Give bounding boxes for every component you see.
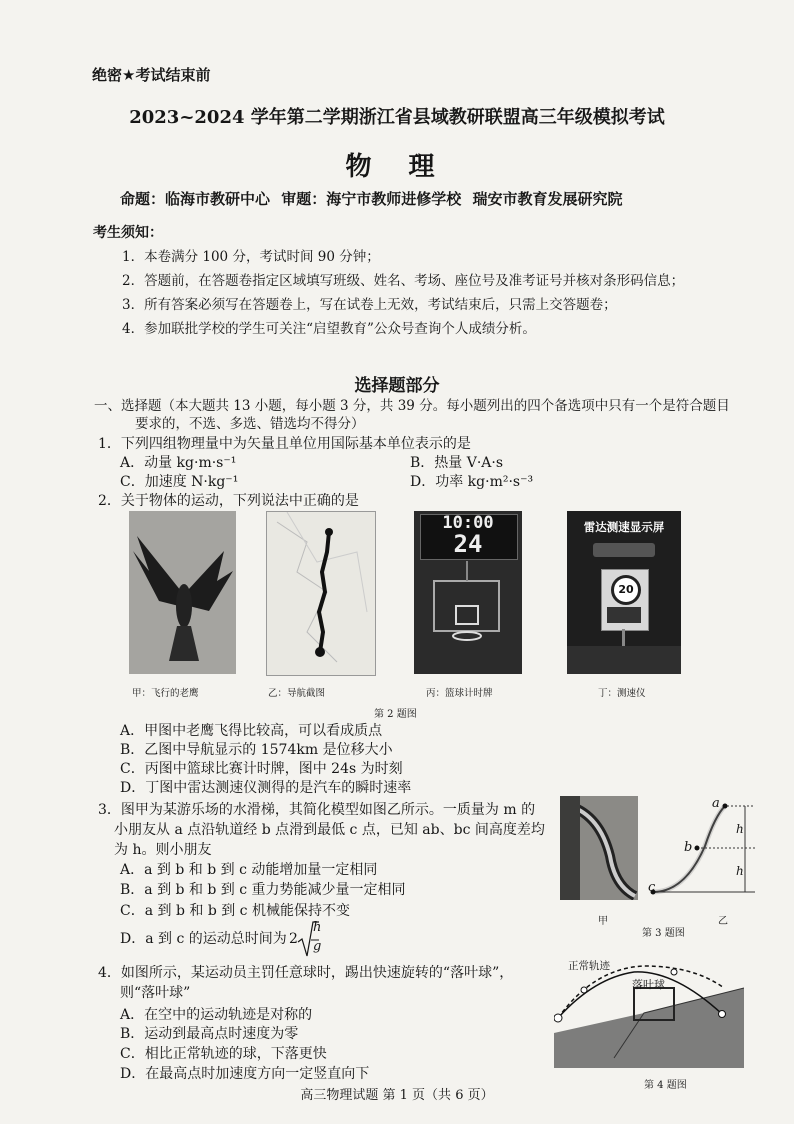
basketball-timer-photo [414,511,522,674]
q3-fig-label-jia: 甲 [598,916,608,927]
exam-title: 2023~2024 学年第二学期浙江省县域教研联盟高三年级模拟考试 [129,107,665,128]
q1-option-a: A．动量 kg·m·s⁻¹ [120,455,237,471]
q4-option-d: D．在最高点时加速度方向一定竖直向下 [120,1066,370,1082]
q3-option-d: D．a 到 c 的运动总时间为 [120,931,287,947]
q2-option-c: C．丙图中篮球比赛计时牌，图中 24s 为时刻 [120,761,403,777]
subject-title: 物 理 [345,152,449,182]
q4-option-a: A．在空中的运动轨迹是对称的 [120,1007,313,1023]
eagle-icon [129,511,236,674]
q4-stem-line1: 4．如图所示，某运动员主罚任意球时，踢出快速旋转的“落叶球”， [98,965,514,981]
timer-game-clock: 10:00 [442,513,494,533]
q3-option-c: C．a 到 b 和 b 到 c 机械能保持不变 [120,903,350,919]
radar-title: 雷达测速显示屏 [583,520,665,534]
water-slide-icon [560,796,638,900]
q1-option-d: D．功率 kg·m²·s⁻³ [410,474,534,490]
radar-display-photo [567,511,681,674]
q3-option-a: A．a 到 b 和 b 到 c 动能增加量一定相同 [120,862,378,878]
radar-speed-limit: 20 [611,575,641,605]
q1-option-b: B．热量 V·A·s [410,455,504,471]
q2-option-a: A．甲图中老鹰飞得比较高，可以看成质点 [120,723,383,739]
q3-d-numerator: h [313,920,322,935]
q3-option-d-coefficient: 2 [289,931,298,947]
q2-option-d: D．丁图中雷达测速仪测得的是汽车的瞬时速率 [120,780,412,796]
notice-item: 4．参加联批学校的学生可关注“启望教育”公众号查询个人成绩分析。 [122,321,536,337]
height-h1-label: h [736,822,744,836]
normal-trajectory-label: 正常轨迹 [568,960,610,972]
q3-figure-caption: 第 3 题图 [642,928,685,939]
q4-stem-line2: 则“落叶球” [120,985,191,1001]
q1-stem: 1．下列四组物理量中为矢量且单位用国际基本单位表示的是 [98,436,471,452]
q4-option-b: B．运动到最高点时速度为零 [120,1026,299,1042]
eagle-photo [129,511,236,674]
part-instructions-cont: 要求的，不选、多选、错选均不得分） [135,416,365,432]
notice-heading: 考生须知： [93,225,163,241]
basketball-hoop-icon [414,561,522,674]
q3-stem-line2: 小朋友从 a 点沿轨道经 b 点滑到最低 c 点，已知 ab、bc 间高度差均 [114,822,545,838]
q3-fig-label-yi: 乙 [718,916,728,927]
fig-label-timer: 丙：篮球计时牌 [426,688,493,699]
height-h2-label: h [736,864,744,878]
q3-option-b: B．a 到 b 和 b 到 c 重力势能减少量一定相同 [120,882,406,898]
route-map-icon [267,512,375,675]
q4-option-c: C．相比正常轨迹的球，下落更快 [120,1046,327,1062]
q4-figure-caption: 第 4 题图 [644,1080,687,1091]
page-footer: 高三物理试题 第 1 页（共 6 页） [300,1088,494,1103]
section-title: 选择题部分 [354,376,440,396]
q2-option-b: B．乙图中导航显示的 1574km 是位移大小 [120,742,393,758]
confidential-label: 绝密★考试结束前 [92,66,211,84]
q3-stem-line1: 3．图甲为某游乐场的水滑梯，其简化模型如图乙所示。一质量为 m 的 [98,802,536,818]
leaf-ball-label: 落叶球 [632,978,665,991]
q3-stem-line3: 为 h。则小朋友 [114,842,212,858]
point-c-label: c [648,880,656,895]
fig-label-eagle: 甲：飞行的老鹰 [132,688,199,699]
timer-shot-clock: 24 [453,530,483,558]
notice-item: 2．答题前，在答题卷指定区域填写班级、姓名、考场、座位号及准考证号并核对条形码信息； [122,273,685,289]
point-a-label: a [712,796,720,811]
part-instructions: 一、选择题（本大题共 13 小题，每小题 3 分，共 39 分。每小题列出的四个备选项中只有一个是符合题目 [94,398,730,414]
notice-item: 1．本卷满分 100 分，考试时间 90 分钟； [122,249,380,265]
notice-item: 3．所有答案必须写在答题卷上，写在试卷上无效，考试结束后，只需上交答题卷； [122,297,617,313]
point-b-label: b [684,840,693,855]
q2-stem: 2．关于物体的运动，下列说法中正确的是 [98,493,359,509]
fig-label-map: 乙：导航截图 [268,688,326,699]
q1-option-c: C．加速度 N·kg⁻¹ [120,474,239,490]
authors-line: 命题：临海市教研中心 审题：海宁市教师进修学校 瑞安市教育发展研究院 [120,190,623,208]
q2-figure-caption: 第 2 题图 [374,709,417,720]
water-slide-photo [560,796,638,900]
navigation-map-image [266,511,376,676]
slide-model-diagram [645,796,755,902]
fig-label-radar: 丁：测速仪 [598,688,646,699]
q3-d-denominator: g [313,939,322,954]
